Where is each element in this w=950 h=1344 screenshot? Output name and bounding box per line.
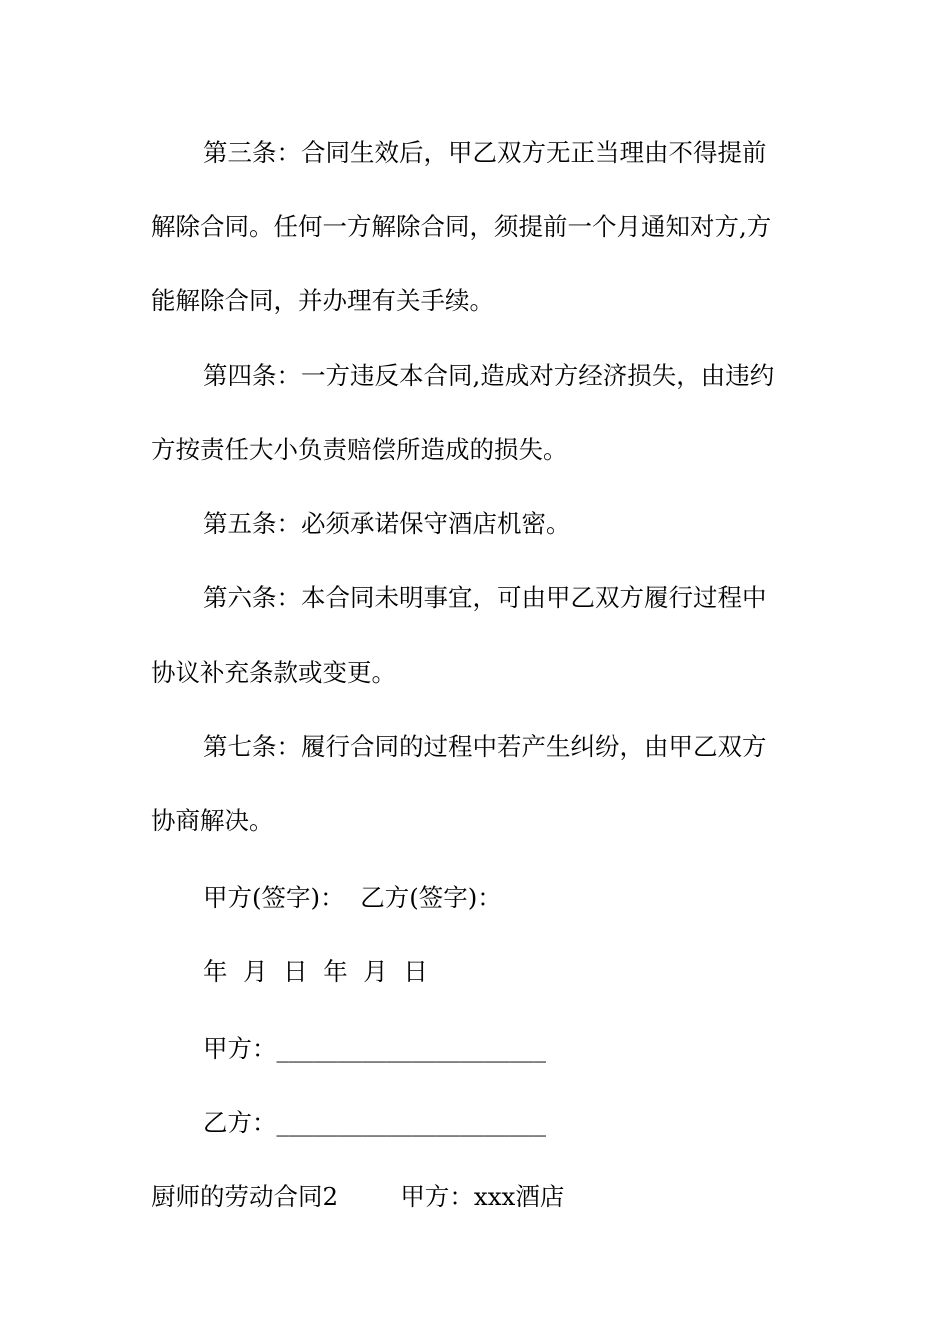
- clause-7-line-1: 第七条：履行合同的过程中若产生纠纷，由甲乙双方: [203, 732, 767, 761]
- party-b-line: 乙方：______________________: [203, 1108, 546, 1137]
- clause-4-line-2: 方按责任大小负责赔偿所造成的损失。: [151, 435, 568, 464]
- next-contract-heading: 厨师的劳动合同2 甲方：xxx酒店: [151, 1182, 565, 1211]
- signature-labels: 甲方(签字)： 乙方(签字)：: [203, 883, 502, 912]
- clause-3-line-2: 解除合同。任何一方解除合同，须提前一个月通知对方,方: [151, 212, 772, 241]
- clause-4-line-1: 第四条：一方违反本合同,造成对方经济损失，由违约: [203, 361, 775, 390]
- party-a-line: 甲方：______________________: [203, 1034, 546, 1063]
- clause-7-line-2: 协商解决。: [151, 806, 274, 835]
- clause-3-line-1: 第三条：合同生效后，甲乙双方无正当理由不得提前: [203, 138, 767, 167]
- clause-3-line-3: 能解除合同，并办理有关手续。: [151, 286, 494, 315]
- clause-5: 第五条：必须承诺保守酒店机密。: [203, 509, 571, 538]
- signature-dates: 年 月 日 年 月 日: [203, 957, 428, 986]
- clause-6-line-2: 协议补充条款或变更。: [151, 658, 396, 687]
- clause-6-line-1: 第六条：本合同未明事宜，可由甲乙双方履行过程中: [203, 583, 767, 612]
